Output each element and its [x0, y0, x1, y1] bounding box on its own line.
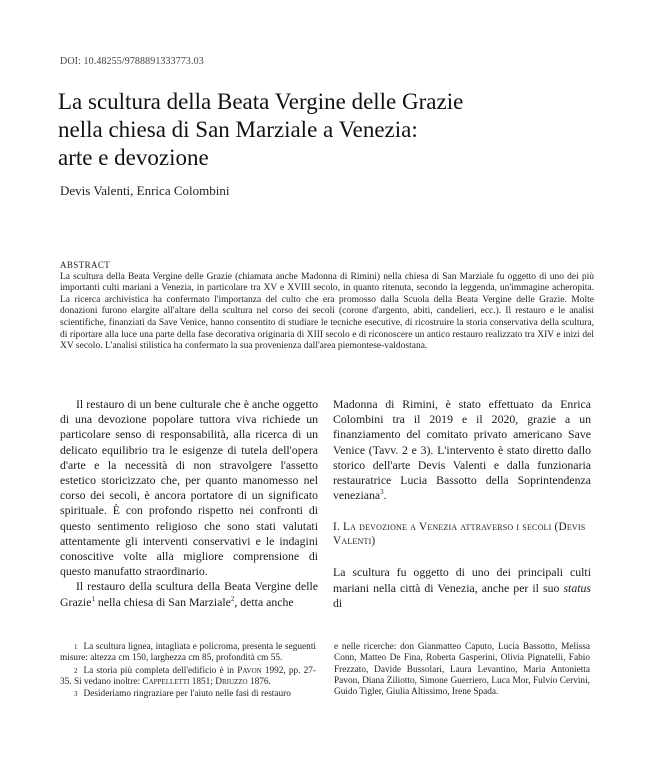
- footnote-text: La storia più completa dell'edificio è in: [83, 665, 238, 676]
- footnote-text: 1992, pp. 27-35. Si vedano inoltre:: [60, 665, 317, 687]
- para3-text: Madonna di Rimini, è stato effettuato da Enrica Colombini tra il 2019 e il 2020, grazie a un finanziamento del comitato privato americano Save Venice (Tavv. 2 e 3). L'intervento è stato diretto dallo storico dell'arte Devis Valenti e dalla funzionaria restauratrice Lucia Bassotto della Soprintendenza veneziana: [333, 397, 591, 503]
- para2-text-a: Il restauro della scultura della Beata Vergine delle Grazie: [60, 579, 318, 609]
- footnote-3-continued: e nelle ricerche: don Gianmatteo Caputo, Lucia Bassotto, Melissa Conn, Matteo De Fina, Roberta Gasperini, Olivia Pignatelli, Fabio Frezzato, Davide Bussolari, Laura Levantino, Maria Antonietta Pavon, Diana Ziliotto, Simone Guerriero, Luca Mor, Fulvio Cervini, Guido Tigler, Giulia Altissimo, Irene Spada.: [334, 642, 590, 698]
- title-line-2: nella chiesa di San Marziale a Venezia:: [58, 117, 418, 142]
- footnote-text: Desideriamo ringraziare per l'aiuto nelle fasi di restauro: [83, 689, 291, 700]
- citation-author: Driuzzo: [215, 676, 248, 687]
- footnote-2: [60, 666, 316, 689]
- footnote-text: 1851;: [189, 676, 216, 687]
- title-line-1: La scultura della Beata Vergine delle Grazie: [58, 89, 464, 114]
- footnote-number: 3: [74, 690, 78, 699]
- para4-italic: status: [563, 580, 591, 595]
- para2-text-c: , detta anche: [234, 594, 294, 609]
- footnote-text: 1876.: [247, 676, 271, 687]
- footnote-ref-2[interactable]: 2: [230, 594, 235, 603]
- body-paragraph-2: [60, 579, 318, 609]
- para4-text-a: La scultura fu oggetto di uno dei principali culti mariani nella città di Venezia, anche per il suo: [333, 565, 591, 595]
- body-paragraph-1: Il restauro di un bene culturale che è anche oggetto di una devozione popolare tuttora viva richiede un particolare senso di responsabilità, alla ricerca di un delicato equilibrio tra le esigenze di tutela dell'opera d'arte e la necessità di non stravolgere l'assetto estetico storicizzato che, per quanto manomesso nel corso dei secoli, è ancora portatore di un significato spirituale. È con profondo rispetto nei confronti di questo sentimento religioso che sono stati valutati attentamente gli interventi conservativi e le indagini conoscitive volte alla migliore comprensione di questo manufatto straordinario.: [60, 397, 318, 579]
- abstract-heading: ABSTRACT: [60, 260, 111, 270]
- footnote-3: [60, 689, 316, 700]
- doi-line: DOI: 10.48255/9788891333773.03: [60, 56, 204, 67]
- footnotes-right: [334, 642, 590, 699]
- body-paragraph-3: [333, 397, 591, 503]
- footnote-number: 2: [74, 666, 78, 675]
- citation-author: Pavon: [237, 665, 262, 676]
- article-title: [58, 88, 598, 172]
- para3-end: .: [383, 488, 387, 503]
- authors: Devis Valenti, Enrica Colombini: [60, 183, 230, 198]
- footnote-number: 1: [74, 643, 78, 651]
- abstract: [60, 260, 594, 353]
- para2-text-b: nella chiesa di San Marziale: [94, 594, 231, 609]
- right-column: [333, 397, 591, 611]
- body-paragraph-4: [333, 565, 591, 611]
- footnotes-left: [60, 642, 316, 701]
- footnote-text: La scultura lignea, intagliata e policroma, presenta le seguenti misure: altezza cm 150, larghezza cm 85, profondità cm 55.: [60, 642, 316, 664]
- para4-text-b: di: [333, 595, 343, 610]
- citation-author: Cappelletti: [142, 676, 190, 687]
- left-column: [60, 397, 318, 610]
- abstract-text: La scultura della Beata Vergine delle Grazie (chiamata anche Madonna di Rimini) nella chiesa di San Marziale fu oggetto di uno dei più importanti culti mariani a Venezia, in particolare tra XV e XVIII secolo, in quanto ritenuta, secondo la leggenda, un'immagine acheropita. La ricerca archivistica ha confermato l'importanza del culto che era promosso dalla Scuola della Beata Vergine delle Grazie. Molte donazioni furono elargite all'altare della scultura nel corso dei secoli (corone d'argento, abiti, candelieri, ecc.). Il restauro e le analisi scientifiche, finanziati da Save Venice, hanno consentito di studiare le tecniche esecutive, di ricostruire la storia conservativa della scultura, di riportare alla luce una parte della fase decorativa originaria di XIII secolo e di riconoscere un antico restauro realizzato tra XIV e inizi del XV secolo. L'analisi stilistica ha confermato la sua provenienza dall'area piemontese-valdostana.: [60, 271, 594, 352]
- section-heading: I. La devozione a Venezia attraverso i secoli (Devis Valenti): [333, 521, 586, 548]
- footnote-1: [60, 642, 316, 665]
- title-line-3: arte e devozione: [58, 145, 209, 170]
- footnote-ref-3[interactable]: 3: [380, 488, 384, 497]
- footnote-ref-1[interactable]: 1: [91, 594, 95, 603]
